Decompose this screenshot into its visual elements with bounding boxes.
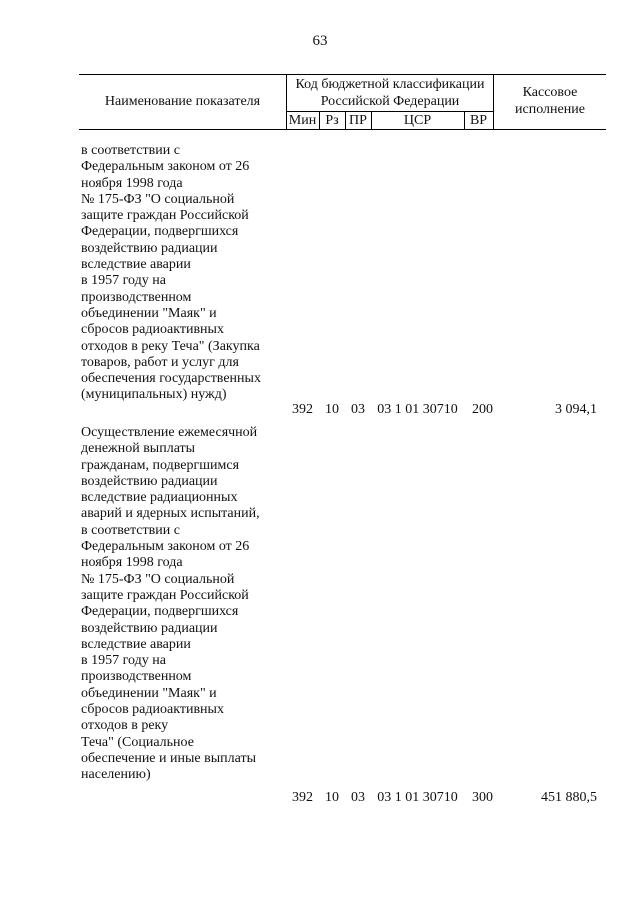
- row-vr: 300: [472, 790, 493, 805]
- header-csr: ЦСР: [403, 113, 432, 128]
- row-name: в соответствии с Федеральным законом от 26 ноября 1998 года № 175-ФЗ "О социальной защите граждан Российской Федерации, подвергшихся воздействию радиации вследствие аварии в 1957 году на производственном объединении "Маяк" и сбросов радиоактивных отходов в реку Теча" (Закупка товаров, работ и услуг для обеспечения государственных (муниципальных) нужд): [81, 143, 261, 403]
- row-min: 392: [292, 402, 313, 417]
- row-amount: 3 094,1: [555, 402, 597, 417]
- header-exec-line1: Кассовое: [522, 85, 578, 100]
- header-rz: Рз: [325, 113, 339, 128]
- header-bottom-border: [79, 129, 606, 130]
- row-rz: 10: [325, 790, 339, 805]
- row-name: Осуществление ежемесячной денежной выплаты гражданам, подвергшимся воздействию радиации вследствие радиационных аварий и ядерных испытаний, в соответствии с Федеральным законом от 26 ноября 1998 года № 175-ФЗ "О социальной защите граждан Российской Федерации, подвергшихся воздействию радиации вследствие аварии в 1957 году на производственном объединении "Маяк" и сбросов радиоактивных отходов в реку Теча" (Социальное обеспечение и иные выплаты населению): [81, 425, 260, 783]
- page-number: 63: [312, 33, 328, 49]
- row-csr: 03 1 01 30710: [377, 790, 458, 805]
- row-min: 392: [292, 790, 313, 805]
- header-vr: ВР: [469, 113, 488, 128]
- table-header: [79, 74, 606, 130]
- row-vr: 200: [472, 402, 493, 417]
- header-name: Наименование показателя: [104, 94, 261, 109]
- row-pr: 03: [351, 790, 365, 805]
- row-rz: 10: [325, 402, 339, 417]
- row-amount: 451 880,5: [541, 790, 597, 805]
- header-pr: ПР: [349, 113, 367, 128]
- header-exec-line2: исполнение: [515, 102, 585, 117]
- header-code-group: Код бюджетной классификации Российской Федерации: [295, 77, 485, 109]
- row-pr: 03: [351, 402, 365, 417]
- header-min: Мин: [288, 113, 317, 128]
- row-csr: 03 1 01 30710: [377, 402, 458, 417]
